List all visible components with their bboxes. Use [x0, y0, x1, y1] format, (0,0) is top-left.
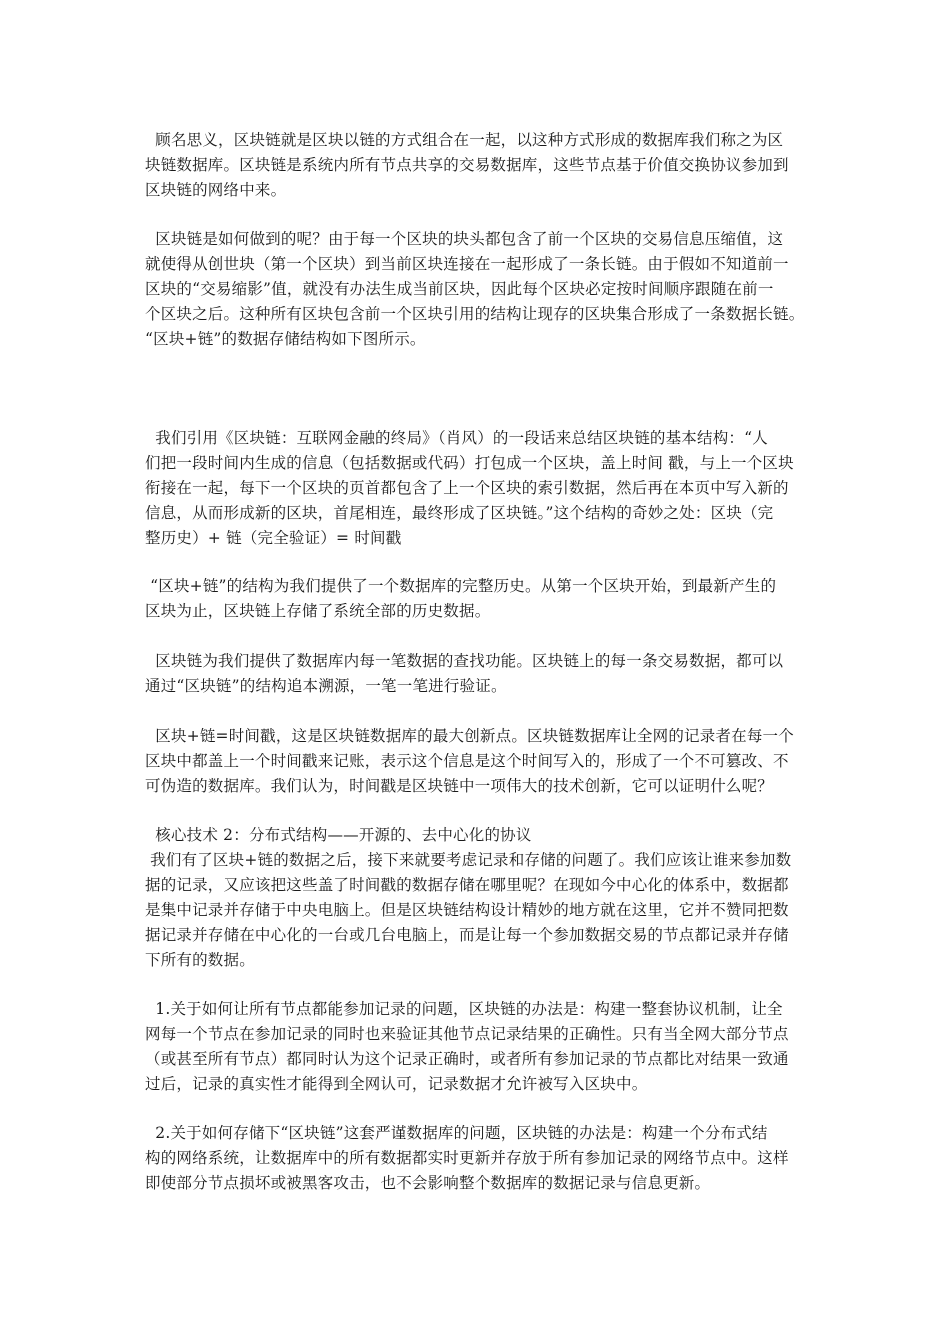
text-line: 们把一段时间内生成的信息（包括数据或代码）打包成一个区块，盖上时间 戳，与上一个区块	[145, 454, 794, 472]
text-line: 据记录并存储在中心化的一台或几台电脑上，而是让每一个参加数据交易的节点都记录并存储	[145, 926, 789, 944]
paragraph-lookup	[145, 649, 807, 699]
section-heading: 核心技术 2：分布式结构——开源的、去中心化的协议	[145, 826, 532, 844]
text-line: （或甚至所有节点）都同时认为这个记录正确时，或者所有参加记录的节点都比对结果一致通	[145, 1050, 789, 1068]
text-line: 衔接在一起，每下一个区块的页首都包含了上一个区块的索引数据，然后再在本页中写入新的	[145, 479, 789, 497]
text-line: 2.关于如何存储下“区块链”这套严谨数据库的问题，区块链的办法是：构建一个分布式结	[145, 1124, 768, 1142]
paragraph-core-tech-2	[145, 823, 807, 973]
paragraph-how-it-works	[145, 227, 807, 352]
text-line: 区块的“交易缩影”值，就没有办法生成当前区块，因此每个区块必定按时间顺序跟随在前一	[145, 280, 774, 298]
text-line: 区块中都盖上一个时间戳来记账，表示这个信息是这个时间写入的，形成了一个不可篡改、不	[145, 752, 789, 770]
text-line: “区块+链”的结构为我们提供了一个数据库的完整历史。从第一个区块开始，到最新产生的	[145, 577, 777, 595]
text-line: 据的记录，又应该把这些盖了时间戳的数据存储在哪里呢？在现如今中心化的体系中，数据都	[145, 876, 789, 894]
text-line: 可伪造的数据库。我们认为，时间戳是区块链中一项伟大的技术创新，它可以证明什么呢？	[145, 777, 774, 795]
text-line: 区块+链=时间戳，这是区块链数据库的最大创新点。区块链数据库让全网的记录者在每一个	[145, 727, 794, 745]
paragraph-quote	[145, 426, 807, 551]
text-line: 信息，从而形成新的区块，首尾相连，最终形成了区块链。”这个结构的奇妙之处：区块（完	[145, 504, 774, 522]
text-line: 过后，记录的真实性才能得到全网认可，记录数据才允许被写入区块中。	[145, 1075, 648, 1093]
paragraph-history	[145, 574, 807, 624]
text-line: 网每一个节点在参加记录的同时也来验证其他节点记录结果的正确性。只有当全网大部分节点	[145, 1025, 789, 1043]
text-line: 区块链是如何做到的呢？由于每一个区块的块头都包含了前一个区块的交易信息压缩值，这	[145, 230, 784, 248]
text-line: “区块+链”的数据存储结构如下图所示。	[145, 330, 426, 348]
text-line: 区块链为我们提供了数据库内每一笔数据的查找功能。区块链上的每一条交易数据，都可以	[145, 652, 784, 670]
text-line: 区块链的网络中来。	[145, 181, 287, 199]
text-line: 个区块之后。这种所有区块包含前一个区块引用的结构让现存的区块集合形成了一条数据长链。	[145, 305, 805, 323]
text-line: 区块为止，区块链上存储了系统全部的历史数据。	[145, 602, 491, 620]
text-line: 构的网络系统，让数据库中的所有数据都实时更新并存放于所有参加记录的网络节点中。这样	[145, 1149, 789, 1167]
text-line: 顾名思义，区块链就是区块以链的方式组合在一起，以这种方式形成的数据库我们称之为区	[145, 131, 784, 149]
text-line: 整历史）+ 链（完全验证）= 时间戳	[145, 529, 402, 547]
text-line: 下所有的数据。	[145, 951, 255, 969]
paragraph-point-1	[145, 997, 807, 1097]
paragraph-definition	[145, 128, 807, 203]
text-line: 是集中记录并存储于中央电脑上。但是区块链结构设计精妙的地方就在这里，它并不赞同把数	[145, 901, 789, 919]
text-line: 就使得从创世块（第一个区块）到当前区块连接在一起形成了一条长链。由于假如不知道前一	[145, 255, 789, 273]
text-line: 通过“区块链”的结构追本溯源，一笔一笔进行验证。	[145, 677, 507, 695]
paragraph-timestamp	[145, 724, 807, 799]
text-line: 即使部分节点损坏或被黑客攻击，也不会影响整个数据库的数据记录与信息更新。	[145, 1174, 711, 1192]
text-line: 块链数据库。区块链是系统内所有节点共享的交易数据库，这些节点基于价值交换协议参加到	[145, 156, 789, 174]
paragraph-point-2	[145, 1121, 807, 1196]
text-line: 我们引用《区块链：互联网金融的终局》（肖风）的一段话来总结区块链的基本结构：“人	[145, 429, 768, 447]
text-line: 1.关于如何让所有节点都能参加记录的问题，区块链的办法是：构建一整套协议机制，让全	[145, 1000, 783, 1018]
text-line: 我们有了区块+链的数据之后，接下来就要考虑记录和存储的问题了。我们应该让谁来参加数	[145, 851, 792, 869]
